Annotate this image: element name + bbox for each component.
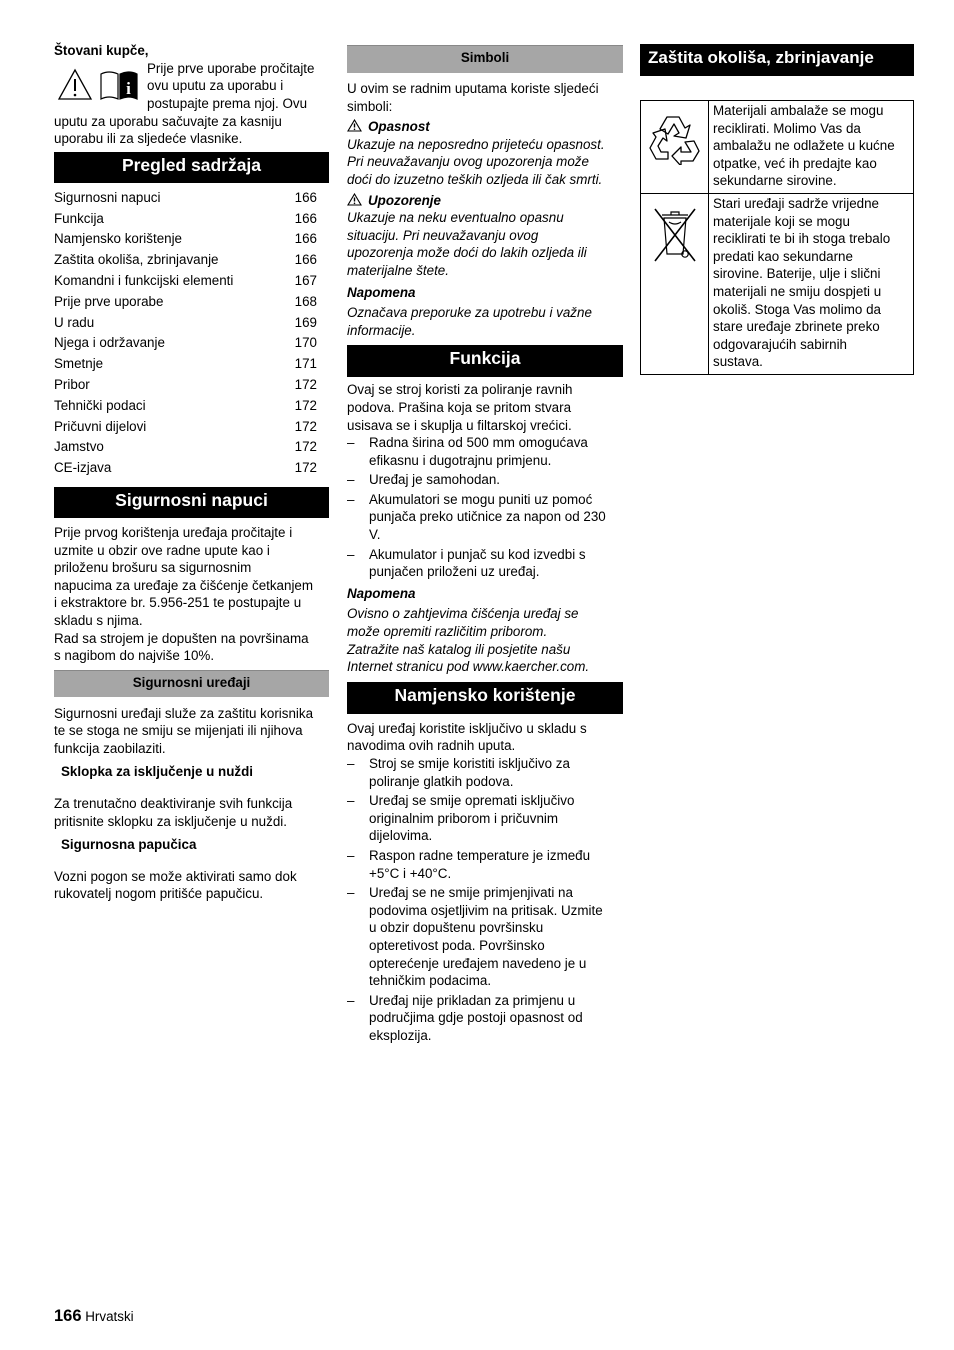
env-line: ambalažu ne odlažete u kućne bbox=[713, 138, 895, 154]
function-note-line: može opremiti različitim priborom. bbox=[347, 624, 548, 640]
list-line: područjima gdje postoji opasnost od bbox=[369, 1010, 583, 1026]
crossed-bin-icon bbox=[652, 206, 698, 264]
toc-label: Zaštita okoliša, zbrinjavanje bbox=[54, 252, 219, 268]
danger-label-row bbox=[347, 118, 623, 136]
env-line: Stari uređaji sadrže vrijedne bbox=[713, 195, 879, 211]
safety-devices-text bbox=[54, 705, 329, 758]
toc-item bbox=[54, 458, 329, 479]
emergency-switch-line: pritisnite sklopku za isključenje u nuždi. bbox=[54, 813, 287, 829]
intro-line: uporabu ili za sljedeće vlasnike. bbox=[54, 131, 243, 147]
danger-line: Ukazuje na neposredno prijeteću opasnost. bbox=[347, 136, 605, 152]
toc-label: Jamstvo bbox=[54, 439, 104, 455]
function-intro bbox=[347, 381, 623, 434]
toc-page: 172 bbox=[294, 460, 317, 476]
list-line: originalnim priborom i pričuvnim bbox=[369, 810, 559, 826]
function-note-line: Internet stranicu pod www.kaercher.com. bbox=[347, 659, 590, 675]
toc-item bbox=[54, 354, 329, 375]
warning-label: Upozorenje bbox=[368, 192, 441, 208]
page-number: 166 bbox=[54, 1307, 82, 1325]
safety-line: napucima za uređaje za čišćenje četkanjem bbox=[54, 577, 314, 593]
toc-label: Funkcija bbox=[54, 210, 104, 226]
intro-icons bbox=[57, 68, 139, 102]
toc-page: 166 bbox=[294, 231, 317, 247]
table-row bbox=[641, 101, 914, 194]
toc-page: 166 bbox=[294, 252, 317, 268]
safety-pedal-line: rukovatelj nogom pritišće papučicu. bbox=[54, 886, 264, 902]
safety-heading: Sigurnosni napuci bbox=[54, 487, 329, 518]
emergency-switch-line: Za trenutačno deaktiviranje svih funkcija bbox=[54, 796, 293, 812]
warning-line: situaciju. Pri neuvažavanju ovog bbox=[347, 227, 539, 243]
toc-item bbox=[54, 250, 329, 271]
danger-label: Opasnost bbox=[368, 119, 430, 135]
list-line: V. bbox=[369, 527, 381, 543]
toc-label: Namjensko korištenje bbox=[54, 231, 183, 247]
toc-page: 166 bbox=[294, 189, 317, 205]
toc-page: 167 bbox=[294, 272, 317, 288]
table-cell-icon bbox=[641, 101, 709, 194]
toc-page: 172 bbox=[294, 376, 317, 392]
safety-line: skladu s njima. bbox=[54, 612, 143, 628]
function-intro-line: usisava se i skuplja u filtarskoj vrećici. bbox=[347, 417, 572, 433]
note-line: informacije. bbox=[347, 322, 416, 338]
function-note-label: Napomena bbox=[347, 585, 416, 601]
function-intro-line: Ovaj se stroj koristi za poliranje ravnih bbox=[347, 382, 573, 398]
safety-line: uzmite u obzir ove radne upute kao i bbox=[54, 542, 270, 558]
toc-label: Smetnje bbox=[54, 356, 104, 372]
toc-page: 172 bbox=[294, 397, 317, 413]
env-line: materijale koji se mogu bbox=[713, 213, 850, 229]
column-right bbox=[640, 44, 914, 375]
table-cell-text bbox=[709, 101, 914, 194]
function-note-line: Zatražite naš katalog ili posjetite našu bbox=[347, 641, 571, 657]
environment-heading: Zaštita okoliša, zbrinjavanje bbox=[640, 44, 914, 76]
intended-use-intro bbox=[347, 720, 623, 755]
list-line: poliranje glatkih podova. bbox=[369, 773, 514, 789]
note-line: Označava preporuke za upotrebu i važne bbox=[347, 305, 592, 321]
list-item bbox=[347, 992, 623, 1045]
toc-label: Komandni i funkcijski elementi bbox=[54, 272, 234, 288]
list-line: +5°C i +40°C. bbox=[369, 865, 452, 881]
safety-devices-heading: Sigurnosni uređaji bbox=[54, 670, 329, 697]
toc-heading: Pregled sadržaja bbox=[54, 152, 329, 183]
warning-label-row bbox=[347, 192, 623, 210]
intro-line: uputu za uporabu sačuvajte za kasniju bbox=[54, 113, 282, 129]
safety-pedal-text bbox=[54, 868, 329, 903]
list-line: punjačen priloženi uz uređaj. bbox=[369, 564, 540, 580]
safety-line: priloženu brošuru sa sigurnosnim bbox=[54, 560, 252, 576]
toc-item bbox=[54, 271, 329, 292]
read-manual-icon bbox=[99, 68, 139, 102]
env-line: okoliš. Stoga Vas molimo da bbox=[713, 301, 881, 317]
danger-line: doći do izuzetno teških ozljeda ili čak smrti. bbox=[347, 171, 603, 187]
symbols-intro bbox=[347, 80, 623, 115]
list-item bbox=[347, 792, 623, 845]
safety-text bbox=[54, 524, 329, 665]
env-line: otpatke, već ih predajte kao bbox=[713, 155, 877, 171]
toc-item bbox=[54, 396, 329, 417]
symbols-intro-line: U ovim se radnim uputama koriste sljedeći bbox=[347, 81, 599, 96]
env-line: materijali ne smiju dospjeti u bbox=[713, 283, 882, 299]
list-item bbox=[347, 755, 623, 790]
symbols-intro-line: simboli: bbox=[347, 98, 393, 114]
list-item bbox=[347, 847, 623, 882]
env-line: reciklirati. Molimo Vas da bbox=[713, 120, 861, 136]
warning-line: materijalne štete. bbox=[347, 262, 449, 278]
toc-item bbox=[54, 417, 329, 438]
intro-line: postupajte prema njoj. Ovu bbox=[147, 95, 308, 111]
footer-language: Hrvatski bbox=[85, 1309, 134, 1324]
intro-block bbox=[54, 60, 329, 113]
toc-list bbox=[54, 188, 329, 479]
warning-line: upozorenja može doći do lakih ozljeda ili bbox=[347, 245, 587, 261]
toc-item bbox=[54, 209, 329, 230]
env-line: stare uređaje zbrinete preko bbox=[713, 319, 880, 335]
env-line: sustava. bbox=[713, 354, 763, 370]
table-cell-text bbox=[709, 193, 914, 374]
toc-item bbox=[54, 437, 329, 458]
safety-devices-line: Sigurnosni uređaji služe za zaštitu korisnika bbox=[54, 705, 314, 721]
safety-devices-line: te se stoga ne smiju se mijenjati ili njihova bbox=[54, 723, 303, 739]
toc-label: Pričuvni dijelovi bbox=[54, 418, 147, 434]
toc-item bbox=[54, 292, 329, 313]
toc-label: Tehnički podaci bbox=[54, 397, 146, 413]
toc-label: Njega i održavanje bbox=[54, 335, 165, 351]
safety-line: i ekstraktore br. 5.956-251 te postupajte u bbox=[54, 595, 302, 611]
list-line: – Akumulator i punjač su kod izvedbi s bbox=[369, 546, 586, 562]
safety-line: Rad sa strojem je dopušten na površinama bbox=[54, 630, 309, 646]
list-item bbox=[347, 546, 623, 581]
list-line: efikasnu i dugotrajnu primjenu. bbox=[369, 452, 552, 468]
list-line: tehničkim podacima. bbox=[369, 973, 492, 989]
list-line: – Stroj se smije koristiti isključivo za bbox=[369, 756, 570, 771]
toc-page: 170 bbox=[294, 335, 317, 351]
function-note-line: Ovisno o zahtjevima čišćenja uređaj se bbox=[347, 606, 579, 622]
column-left bbox=[54, 42, 329, 903]
toc-page: 172 bbox=[294, 439, 317, 455]
safety-pedal-line: Vozni pogon se može aktivirati samo dok bbox=[54, 868, 297, 884]
toc-page: 166 bbox=[294, 210, 317, 226]
safety-line: Prije prvog korištenja uređaja pročitajte i bbox=[54, 524, 293, 540]
list-line: – Uređaj se ne smije primjenjivati na bbox=[369, 885, 573, 901]
intro-side-text bbox=[147, 60, 329, 113]
warning-triangle-icon bbox=[57, 68, 93, 102]
svg-text:i: i bbox=[125, 78, 131, 98]
env-line: odgovarajućih sabirnih bbox=[713, 336, 847, 352]
page-footer bbox=[54, 1308, 134, 1326]
function-intro-line: podova. Prašina koja se pritom stvara bbox=[347, 399, 572, 415]
list-item bbox=[347, 434, 623, 469]
warning-triangle-icon bbox=[347, 193, 362, 206]
emergency-switch-heading: Sklopka za isključenje u nuždi bbox=[61, 764, 253, 780]
toc-page: 168 bbox=[294, 293, 317, 309]
intro-line: Prije prve uporabe pročitajte bbox=[147, 60, 315, 76]
warning-line: Ukazuje na neku eventualno opasnu bbox=[347, 210, 564, 226]
safety-devices-line: funkcija zaobilaziti. bbox=[54, 740, 166, 756]
env-line: sirovine. Baterije, ulje i slični bbox=[713, 266, 881, 282]
list-line: punjača preko utičnice za napon od 230 bbox=[369, 509, 606, 525]
toc-label: Pribor bbox=[54, 376, 90, 392]
env-line: predati kao sekundarne bbox=[713, 248, 853, 264]
list-line: – Uređaj je samohodan. bbox=[369, 472, 501, 488]
danger-text bbox=[347, 136, 623, 189]
list-line: – Uređaj se smije opremati isključivo bbox=[369, 793, 575, 809]
note-text bbox=[347, 304, 623, 339]
toc-label: CE-izjava bbox=[54, 460, 112, 476]
list-line: podovima osjetljivim na pritisak. Uzmite bbox=[369, 902, 603, 918]
function-list bbox=[347, 434, 623, 581]
intended-use-list bbox=[347, 755, 623, 1045]
warning-text bbox=[347, 209, 623, 279]
warning-triangle-icon bbox=[347, 119, 362, 132]
note-label: Napomena bbox=[347, 284, 416, 300]
env-line: Materijali ambalaže se mogu bbox=[713, 103, 884, 118]
toc-item bbox=[54, 229, 329, 250]
intro-line: ovu uputu za uporabu i bbox=[147, 78, 284, 94]
toc-label: Sigurnosni napuci bbox=[54, 189, 161, 205]
list-line: u obzir dopuštenu površinsku bbox=[369, 920, 544, 936]
safety-pedal-heading: Sigurnosna papučica bbox=[61, 837, 197, 853]
toc-page: 172 bbox=[294, 418, 317, 434]
list-item bbox=[347, 471, 623, 489]
symbols-heading: Simboli bbox=[347, 45, 623, 73]
list-line: eksplozija. bbox=[369, 1027, 432, 1043]
toc-item bbox=[54, 313, 329, 334]
list-line: dijelovima. bbox=[369, 828, 433, 844]
toc-item bbox=[54, 375, 329, 396]
toc-label: Prije prve uporabe bbox=[54, 293, 164, 309]
function-note-text bbox=[347, 605, 623, 675]
list-item bbox=[347, 884, 623, 990]
toc-page: 171 bbox=[294, 356, 317, 372]
toc-label: U radu bbox=[54, 314, 95, 330]
danger-line: Pri neuvažavanju ovog upozorenja može bbox=[347, 154, 589, 170]
safety-line: s nagibom do najviše 10%. bbox=[54, 648, 215, 664]
list-line: – Akumulatori se mogu puniti uz pomoć bbox=[369, 491, 593, 507]
environment-table bbox=[640, 100, 914, 375]
list-line: – Raspon radne temperature je između bbox=[369, 847, 591, 863]
toc-page: 169 bbox=[294, 314, 317, 330]
intended-use-intro-line: Ovaj uređaj koristite isključivo u skladu s bbox=[347, 720, 587, 736]
env-line: reciklirati te bi ih stoga trebalo bbox=[713, 231, 891, 247]
toc-item bbox=[54, 188, 329, 209]
table-row bbox=[641, 193, 914, 374]
toc-item bbox=[54, 333, 329, 354]
list-line: opterećenje uređajem navedeno je u bbox=[369, 955, 587, 971]
column-middle bbox=[347, 45, 623, 1045]
list-line: – Radna širina od 500 mm omogućava bbox=[369, 435, 588, 451]
list-item bbox=[347, 491, 623, 544]
list-line: – Uređaj nije prikladan za primjenu u bbox=[369, 992, 576, 1008]
table-cell-icon bbox=[641, 193, 709, 374]
function-heading: Funkcija bbox=[347, 345, 623, 377]
recycling-icon bbox=[648, 111, 702, 165]
env-line: sekundarne sirovine. bbox=[713, 173, 837, 189]
list-line: opteretivost poda. Površinsko bbox=[369, 937, 545, 953]
emergency-switch-text bbox=[54, 795, 329, 830]
intended-use-heading: Namjensko korištenje bbox=[347, 682, 623, 714]
intended-use-intro-line: navodima ovih radnih uputa. bbox=[347, 738, 516, 754]
greeting: Štovani kupče, bbox=[54, 43, 149, 58]
